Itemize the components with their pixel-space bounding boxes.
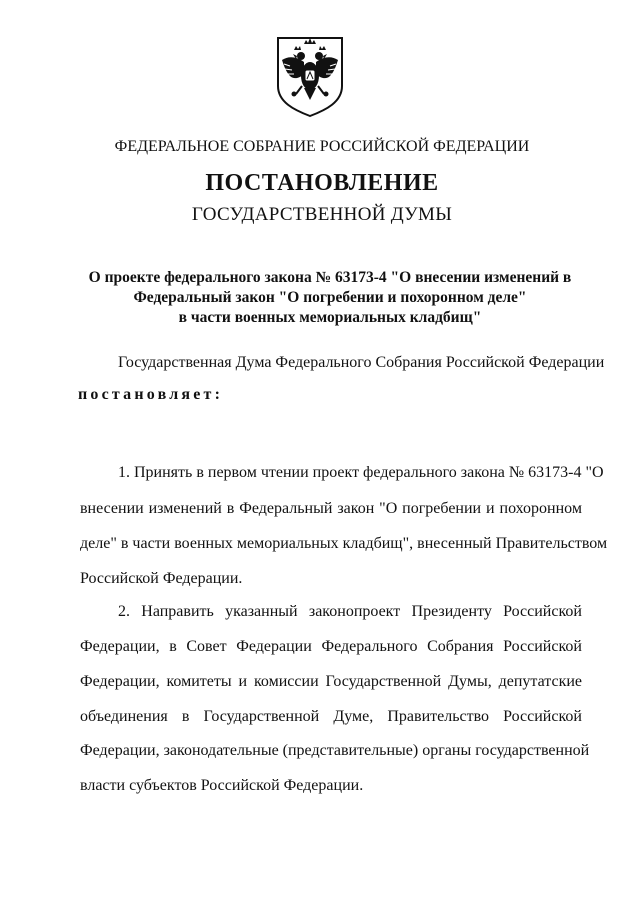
paragraph-1-line: 1. Принять в первом чтении проект федерального закона № 63173-4 "О [118,464,604,481]
issuer-title: ГОСУДАРСТВЕННОЙ ДУМЫ [191,204,453,225]
document-subject [80,268,580,328]
paragraph-1-line: Российской Федерации. [80,570,243,587]
paragraph-2-line: Федерации, комитеты и комиссии Государственной Думы, депутатские [80,673,582,690]
paragraph-2-line: объединения в Государственной Думе, Правительство Российской [80,708,582,725]
paragraph-2-line: власти субъектов Российской Федерации. [80,777,364,794]
preamble: Государственная Дума Федерального Собрания Российской Федерации [118,354,605,371]
decree-word: постановляет: [78,386,224,403]
paragraph-1-line: деле" в части военных мемориальных кладбищ", внесенный Правительством [80,535,608,552]
document-type-title: ПОСТАНОВЛЕНИЕ [205,170,439,196]
paragraph-2-line: Федерации, в Совет Федерации Федерального Собрания Российской [80,638,582,655]
subject-line: О проекте федерального закона № 63173-4 "О внесении изменений в [88,269,572,286]
russian-coat-of-arms-icon [274,34,346,118]
subject-line: Федеральный закон "О погребении и похоронном деле" [133,289,527,306]
subject-line: в части военных мемориальных кладбищ" [178,309,482,326]
paragraph-2-line: Федерации, законодательные (представительные) органы государственной [80,742,590,759]
organization-title: ФЕДЕРАЛЬНОЕ СОБРАНИЕ РОССИЙСКОЙ ФЕДЕРАЦИИ [114,138,530,155]
paragraph-2-line: 2. Направить указанный законопроект Президенту Российской [118,603,582,620]
paragraph-1-line: внесении изменений в Федеральный закон "О погребении и похоронном [80,500,582,517]
